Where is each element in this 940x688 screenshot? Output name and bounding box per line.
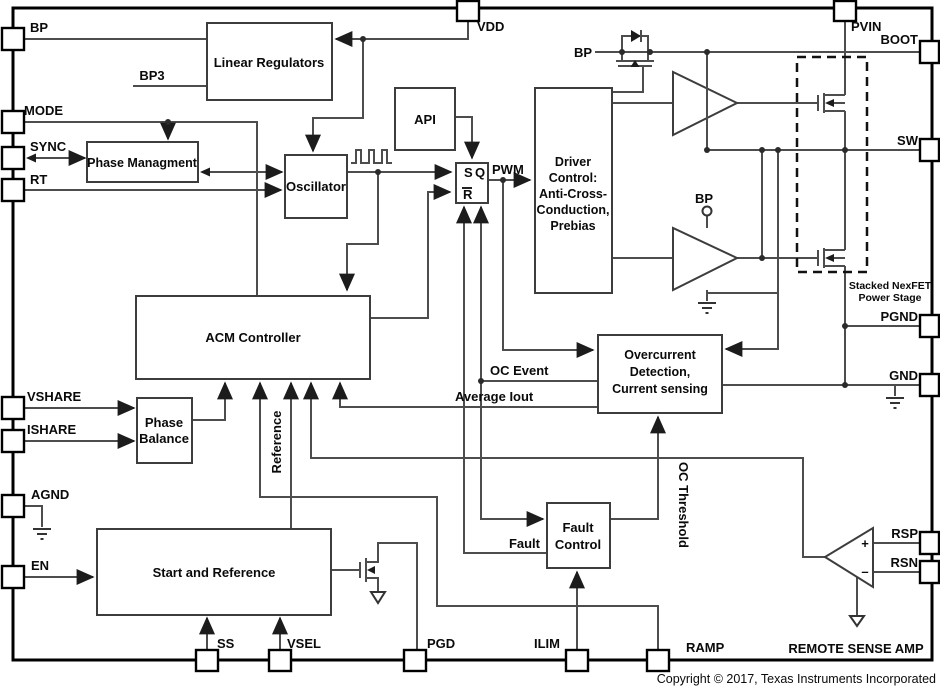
pin-pvin	[834, 1, 856, 21]
latch-q-label: Q	[475, 165, 486, 180]
rsa-minus-label: –	[861, 564, 869, 579]
pin-rsn-label: RSN	[890, 555, 918, 570]
pin-rsp-label: RSP	[891, 526, 918, 541]
latch-s-label: S	[464, 165, 473, 180]
pin-gnd-label: GND	[889, 368, 918, 383]
average-iout-label: Average Iout	[455, 389, 534, 404]
reference-label: Reference	[269, 410, 284, 474]
oc-threshold-label: OC Threshold	[676, 462, 691, 548]
pin-bp	[2, 28, 24, 50]
remote-sense-amp-label: REMOTE SENSE AMP	[788, 641, 924, 656]
phase-management-label: Phase Managment	[87, 156, 197, 170]
pin-mode-label: MODE	[24, 103, 63, 118]
pin-boot	[920, 41, 939, 63]
pin-sw-label: SW	[897, 133, 918, 148]
phase-balance-line1: Phase	[144, 415, 184, 430]
pin-ss	[196, 650, 218, 671]
pin-pgd-label: PGD	[427, 636, 456, 651]
pin-mode	[2, 111, 24, 133]
pin-rsp	[920, 532, 939, 554]
oscillator-label: Oscillator	[286, 179, 346, 194]
pwm-label: PWM	[492, 162, 524, 177]
latch-r-label: R	[463, 187, 473, 202]
pin-rt-label: RT	[30, 172, 48, 187]
pin-ilim	[566, 650, 588, 671]
stacked-nexfet-line1: Stacked NexFET	[848, 280, 932, 292]
api-label: API	[414, 112, 436, 127]
block-fault-control	[547, 503, 610, 568]
pin-pgnd-label: PGND	[880, 309, 918, 324]
pin-bp-label: BP	[30, 20, 49, 35]
driver-control-line5: Prebias	[550, 219, 596, 233]
copyright-text: Copyright © 2017, Texas Instruments Incorporated	[656, 672, 936, 686]
driver-control-line1: Driver	[554, 155, 592, 169]
overcurrent-line3: Current sensing	[612, 382, 708, 396]
fault-label: Fault	[508, 536, 540, 551]
fault-control-line2: Control	[554, 537, 602, 552]
overcurrent-line2: Detection,	[629, 365, 691, 379]
pin-ilim-label: ILIM	[534, 636, 560, 651]
driver-control-line2: Control:	[548, 171, 598, 185]
pin-rsn	[920, 561, 939, 583]
pin-agnd-label: AGND	[31, 487, 70, 502]
start-reference-label: Start and Reference	[152, 565, 276, 580]
pin-en-label: EN	[31, 558, 50, 573]
pin-sync-label: SYNC	[30, 139, 67, 154]
pin-vshare-label: VSHARE	[27, 389, 82, 404]
bp-driver-label: BP	[694, 191, 714, 206]
phase-balance-line2: Balance	[139, 431, 189, 446]
bp-top-label: BP	[573, 45, 592, 60]
pin-ishare-label: ISHARE	[27, 422, 77, 437]
driver-control-line3: Anti-Cross-	[538, 187, 608, 201]
pin-agnd	[2, 495, 24, 517]
pin-rt	[2, 179, 24, 201]
bp-supply-terminal-icon	[703, 207, 712, 216]
pin-boot-label: BOOT	[880, 32, 918, 47]
pin-ramp	[647, 650, 669, 671]
pin-ss-label: SS	[217, 636, 235, 651]
pin-vsel	[269, 650, 291, 671]
pin-en	[2, 566, 24, 588]
acm-controller-label: ACM Controller	[205, 330, 301, 345]
pin-vshare	[2, 397, 24, 419]
stacked-nexfet-line2: Power Stage	[858, 292, 922, 304]
pin-ramp-label: RAMP	[686, 640, 725, 655]
driver-control-line4: Conduction,	[536, 203, 610, 217]
pin-sync	[2, 147, 24, 169]
pin-vdd	[457, 1, 479, 21]
pin-vdd-label: VDD	[477, 19, 505, 34]
linear-regulators-label: Linear Regulators	[213, 55, 325, 70]
pin-gnd	[920, 374, 939, 396]
pin-pvin-label: PVIN	[851, 19, 882, 34]
bp3-label: BP3	[139, 68, 165, 83]
overcurrent-line1: Overcurrent	[624, 348, 696, 362]
fault-control-line1: Fault	[562, 520, 594, 535]
pin-ishare	[2, 430, 24, 452]
pin-sw	[920, 139, 939, 161]
pin-pgnd	[920, 315, 939, 337]
pin-pgd	[404, 650, 426, 671]
pin-vsel-label: VSEL	[287, 636, 321, 651]
oc-event-label: OC Event	[490, 363, 549, 378]
rsa-plus-label: +	[861, 536, 869, 551]
